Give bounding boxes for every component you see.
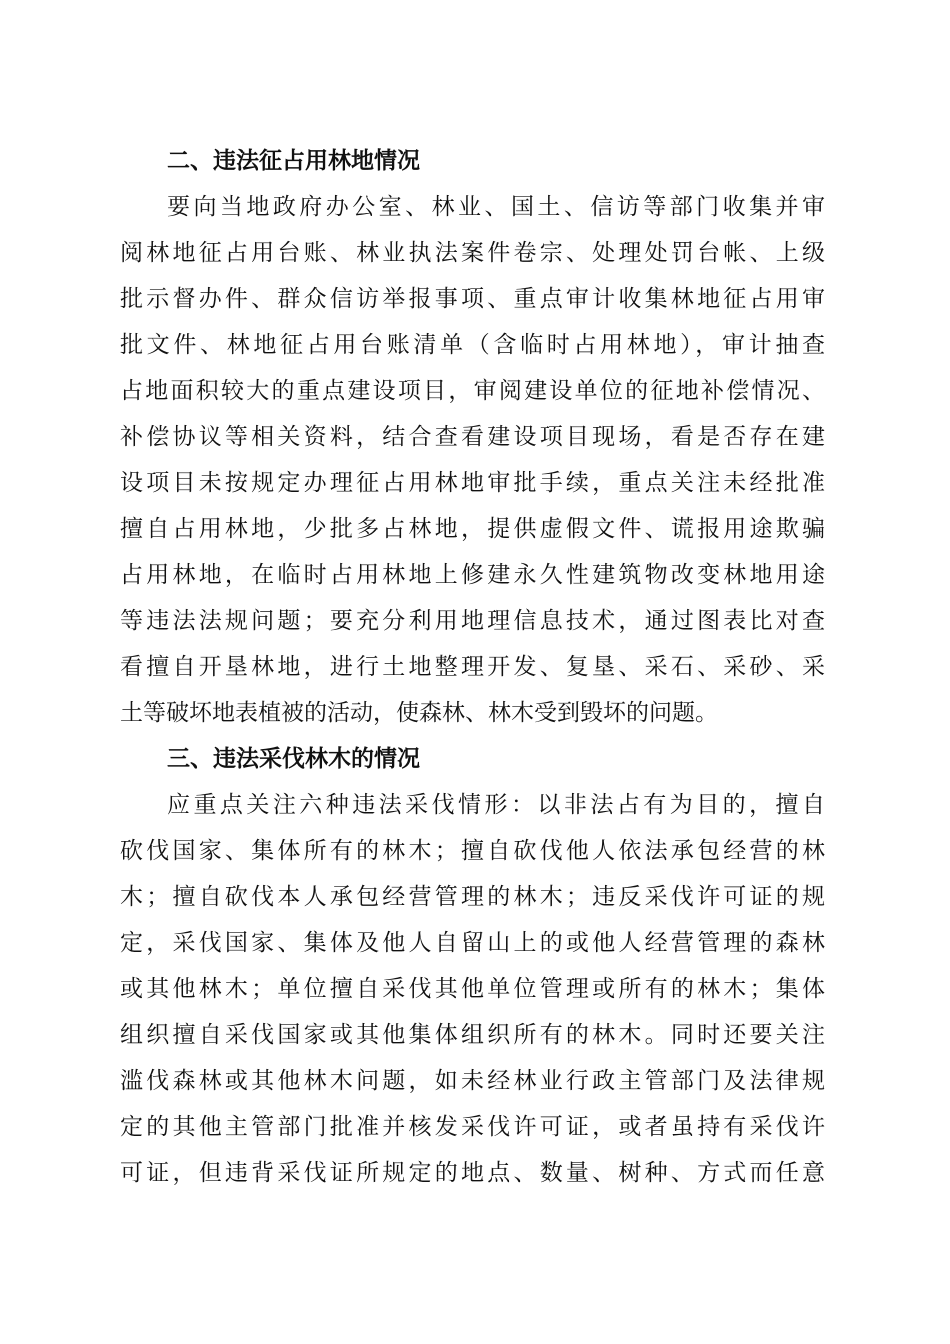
text-line: 占地面积较大的重点建设项目，审阅建设单位的征地补偿情况、 bbox=[120, 378, 825, 404]
text-line: 批文件、林地征占用台账清单（含临时占用林地），审计抽查 bbox=[120, 332, 825, 358]
section-paragraph-logging bbox=[120, 782, 825, 1196]
text-line: 阅林地征占用台账、林业执法案件卷宗、处理处罚台帐、上级 bbox=[120, 240, 825, 266]
text-line: 可证，但违背采伐证所规定的地点、数量、树种、方式而任意 bbox=[120, 1160, 825, 1186]
text-line: 土等破坏地表植被的活动，使森林、林木受到毁坏的问题。 bbox=[120, 700, 718, 726]
document-body bbox=[120, 138, 825, 1196]
section-heading-illegal-logging: 三、违法采伐林木的情况 bbox=[167, 746, 420, 772]
text-line: 擅自占用林地，少批多占林地，提供虚假文件、谎报用途欺骗 bbox=[120, 516, 825, 542]
text-line: 批示督办件、群众信访举报事项、重点审计收集林地征占用审 bbox=[120, 286, 825, 312]
text-line: 占用林地，在临时占用林地上修建永久性建筑物改变林地用途 bbox=[120, 562, 825, 588]
text-line: 定的其他主管部门批准并核发采伐许可证，或者虽持有采伐许 bbox=[120, 1114, 825, 1140]
section-paragraph-forest-land bbox=[120, 184, 825, 736]
text-line: 砍伐国家、集体所有的林木；擅自砍伐他人依法承包经营的林 bbox=[120, 838, 825, 864]
text-line: 木；擅自砍伐本人承包经营管理的林木；违反采伐许可证的规 bbox=[120, 884, 825, 910]
text-line: 看擅自开垦林地，进行土地整理开发、复垦、采石、采砂、采 bbox=[120, 654, 825, 680]
text-line: 或其他林木；单位擅自采伐其他单位管理或所有的林木；集体 bbox=[120, 976, 825, 1002]
section-heading-illegal-forest-land-occupation: 二、违法征占用林地情况 bbox=[167, 148, 420, 174]
text-line: 定，采伐国家、集体及他人自留山上的或他人经营管理的森林 bbox=[120, 930, 825, 956]
text-line: 组织擅自采伐国家或其他集体组织所有的林木。同时还要关注 bbox=[120, 1022, 825, 1048]
text-line: 等违法法规问题；要充分利用地理信息技术，通过图表比对查 bbox=[120, 608, 825, 634]
text-line: 要向当地政府办公室、林业、国土、信访等部门收集并审 bbox=[167, 194, 825, 220]
text-line: 滥伐森林或其他林木问题，如未经林业行政主管部门及法律规 bbox=[120, 1068, 825, 1094]
text-line: 设项目未按规定办理征占用林地审批手续，重点关注未经批准 bbox=[120, 470, 825, 496]
text-line: 应重点关注六种违法采伐情形：以非法占有为目的，擅自 bbox=[167, 792, 825, 818]
text-line: 补偿协议等相关资料，结合查看建设项目现场，看是否存在建 bbox=[120, 424, 825, 450]
